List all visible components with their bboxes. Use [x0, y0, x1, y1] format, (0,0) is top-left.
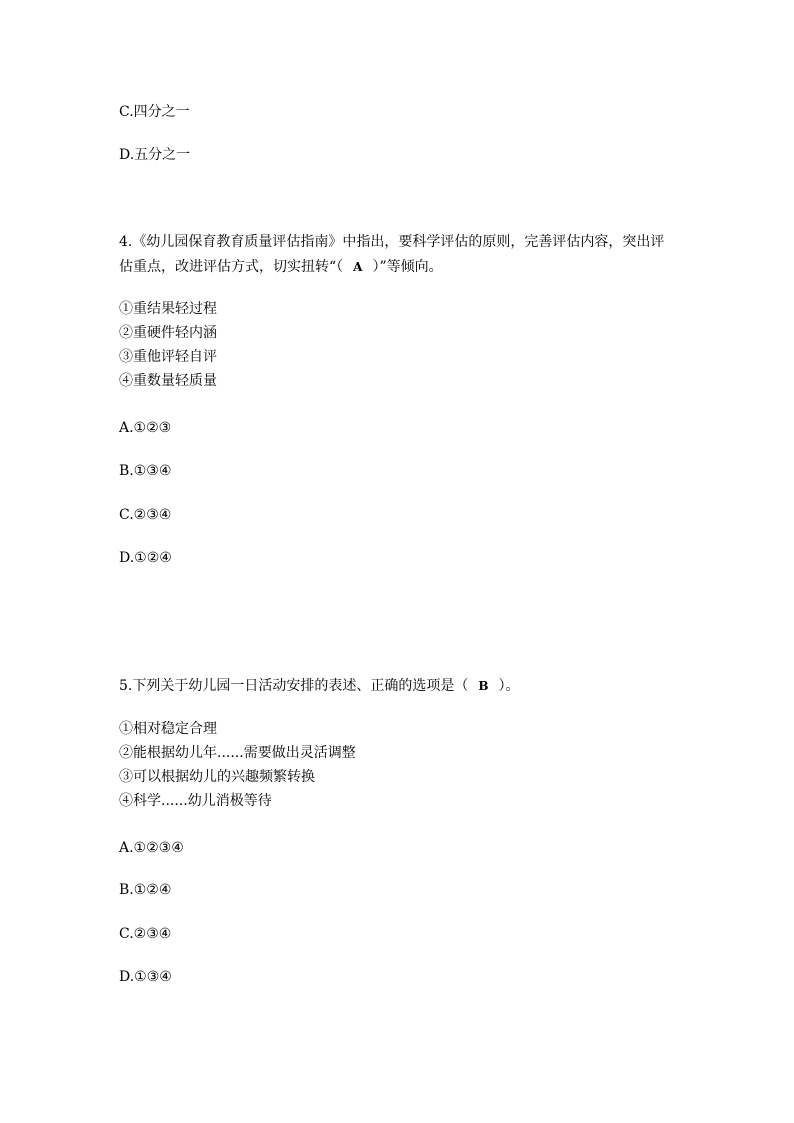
option-c: C.四分之一 [119, 104, 190, 120]
q4-option-b: B.①③④ [119, 463, 172, 479]
q5-option-a: A.①②③④ [119, 840, 184, 856]
q5-answer: B [478, 679, 489, 693]
q5-stem-post: ）。 [498, 678, 520, 694]
q4-item-1: ①重结果轻过程 [119, 301, 217, 317]
q5-stem-pre: 5.下列关于幼儿园一日活动安排的表述、正确的选项是（ [119, 678, 469, 694]
q5-option-d: D.①③④ [119, 969, 172, 985]
q4-option-d: D.①②④ [119, 550, 172, 566]
q4-option-c: C.②③④ [119, 507, 172, 523]
q4-stem-line1: 4.《幼儿园保育教育质量评估指南》中指出，要科学评估的原则，完善评估内容，突出评 [119, 234, 665, 250]
q5-option-b: B.①②④ [119, 882, 172, 898]
q5-item-3: ③可以根据幼儿的兴趣频繁转换 [119, 769, 315, 785]
q4-stem-pre: 估重点，改进评估方式，切实扭转“（ [119, 259, 344, 275]
q4-item-4: ④重数量轻质量 [119, 373, 217, 389]
q5-stem [119, 677, 520, 695]
q5-item-4: ④科学......幼儿消极等待 [119, 793, 272, 809]
q5-item-1: ①相对稳定合理 [119, 721, 217, 737]
option-d: D.五分之一 [119, 147, 191, 163]
q5-item-2: ②能根据幼儿年......需要做出灵活调整 [119, 745, 356, 761]
q4-answer: A [353, 260, 363, 274]
q5-option-c: C.②③④ [119, 926, 172, 942]
q4-stem-post: ）”等倾向。 [372, 259, 443, 275]
q4-option-a: A.①②③ [119, 420, 172, 436]
q4-item-2: ②重硬件轻内涵 [119, 325, 217, 341]
q4-item-3: ③重他评轻自评 [119, 349, 217, 365]
q4-stem-line2 [119, 258, 443, 276]
